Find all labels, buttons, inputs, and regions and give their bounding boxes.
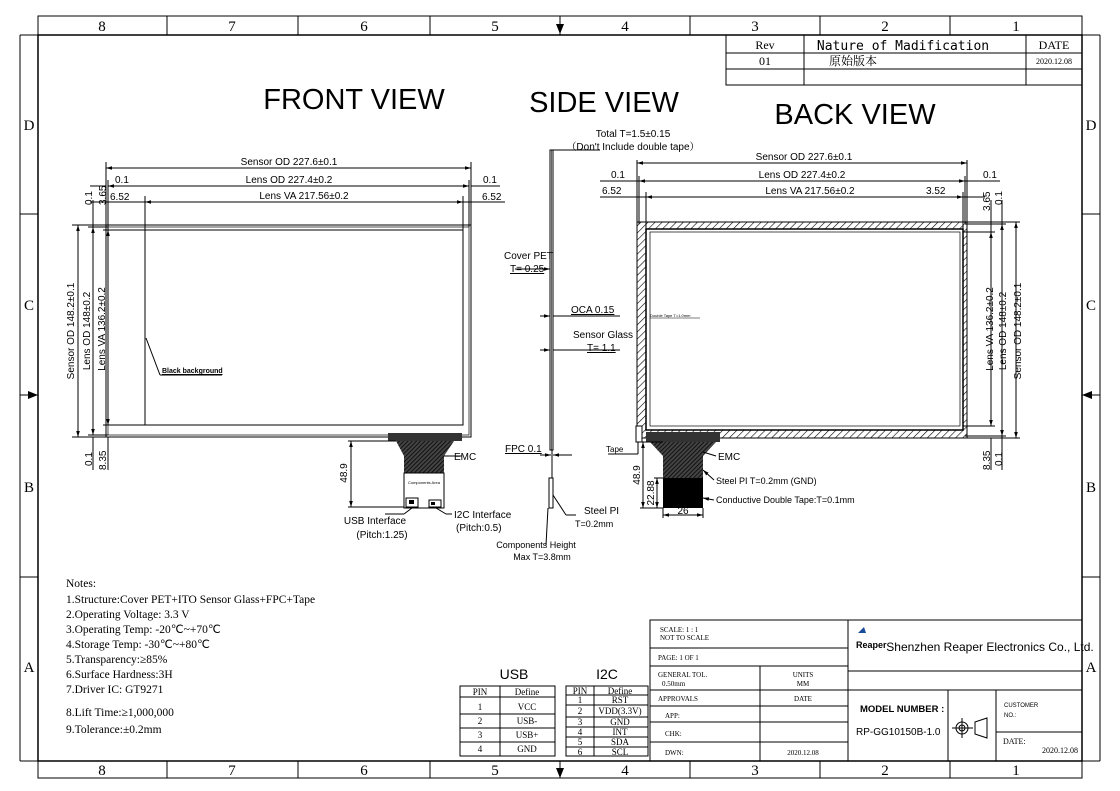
nature-header: Nature of Madification [816, 39, 990, 54]
units-label: UNITS [792, 671, 814, 679]
row-label: D [1085, 118, 1097, 134]
back-dim-01-bot: 0.1 [994, 452, 1005, 466]
usb-pitch-label: (Pitch:1.25) [356, 530, 408, 541]
back-dim-01-right: 0.1 [983, 170, 997, 181]
usb-pin-table [460, 666, 555, 756]
rev-header: Rev [755, 38, 775, 52]
usb-define: USB- [516, 716, 538, 726]
sensor-glass-label: Sensor Glass [573, 330, 634, 341]
back-dim-01-left: 0.1 [611, 170, 625, 181]
usb-define: GND [517, 744, 537, 754]
usb-define: VCC [517, 702, 537, 712]
dim-652-left: 6.52 [110, 192, 130, 203]
customer-no-label: NO.: [1004, 713, 1017, 719]
dim-01-top: 0.1 [84, 191, 95, 205]
usb-header-pin: PIN [472, 687, 488, 697]
dim-lens-va-v: Lens VA 136.2±0.2 [97, 287, 108, 371]
nature-value: 原始版本 [829, 54, 878, 68]
col-label: 3 [751, 763, 759, 779]
note-item: 9.Tolerance:±0.2mm [66, 724, 162, 736]
back-dim-352: 3.52 [926, 186, 946, 197]
usb-interface-label: USB Interface [343, 516, 407, 527]
i2c-pin: 4 [577, 727, 583, 737]
page-label: PAGE: 1 OF 1 [658, 654, 699, 662]
notes-title: Notes: [66, 578, 97, 590]
total-thickness: Total T=1.5±0.15 [595, 129, 671, 140]
i2c-define: SDA [610, 737, 630, 747]
back-dim-sensor-od: Sensor OD 227.6±0.1 [755, 152, 853, 163]
scale-label: SCALE: 1 : 1 [660, 626, 699, 634]
i2c-header-pin: PIN [572, 686, 588, 696]
note-item: 8.Lift Time:≥1,000,000 [66, 707, 174, 719]
i2c-define: SCL [611, 747, 629, 757]
dim-01-left: 0.1 [115, 175, 129, 186]
model-number-label: MODEL NUMBER : [860, 704, 945, 715]
dwn-label: DWN: [665, 749, 684, 757]
chk-label: CHK: [665, 730, 682, 738]
dim-652-right: 6.52 [482, 192, 502, 203]
row-label: C [1085, 298, 1097, 314]
general-tol-value: 0.50mm [662, 680, 686, 688]
col-label: 1 [1012, 19, 1020, 35]
customer-label: CUSTOMER [1004, 703, 1039, 709]
dim-sensor-od: Sensor OD 227.6±0.1 [240, 157, 338, 168]
i2c-title: I2C [596, 666, 618, 682]
i2c-pitch-label: (Pitch:0.5) [456, 523, 502, 534]
i2c-define: VDD(3.3V) [598, 706, 642, 716]
total-thickness-note: （Don't Include double tape） [566, 142, 700, 153]
i2c-define: INT [612, 727, 628, 737]
col-label: 2 [881, 19, 889, 35]
col-label: 6 [360, 763, 368, 779]
company-name: Shenzhen Reaper Electronics Co., Ltd. [886, 640, 1094, 654]
col-label: 8 [98, 19, 106, 35]
col-label: 6 [360, 19, 368, 35]
note-item: 6.Surface Hardness:3H [66, 669, 173, 681]
i2c-pin: 2 [577, 706, 583, 716]
conductive-tape-label: Conductive Double Tape:T=0.1mm [716, 495, 855, 505]
front-emc-label: EMC [454, 452, 477, 463]
date-col-label: DATE [794, 695, 812, 703]
general-tol-label: GENERAL TOL. [658, 671, 708, 679]
cover-pet-t: T= 0.25 [510, 264, 545, 275]
app-label: APP: [665, 712, 680, 720]
front-view-title: FRONT VIEW [263, 84, 445, 116]
dim-lens-od-v: Lens OD 148±0.2 [82, 291, 93, 371]
i2c-define: GND [610, 717, 630, 727]
back-dim-01-top: 0.1 [994, 191, 1005, 205]
note-item: 7.Driver IC: GT9271 [66, 684, 164, 696]
cover-pet-label: Cover PET [504, 251, 553, 262]
back-dim-sensor-od-v: Sensor OD 148.2±0.1 [1013, 282, 1024, 380]
col-label: 5 [491, 19, 499, 35]
fpc-length-back: 48.9 [632, 465, 643, 485]
front-view [66, 157, 512, 541]
dim-835: 8.35 [98, 450, 109, 470]
back-view [600, 152, 1024, 518]
model-number-value: RP-GG10150B-1.0 [856, 727, 941, 738]
i2c-define: RST [611, 695, 629, 705]
back-dim-lens-od: Lens OD 227.4±0.2 [758, 170, 846, 181]
dim-01-right: 0.1 [483, 175, 497, 186]
row-label: C [23, 298, 35, 314]
title-block [650, 620, 1094, 761]
back-dim-lens-va: Lens VA 217.56±0.2 [765, 186, 855, 197]
date-header: DATE [1038, 38, 1070, 52]
row-label: A [1085, 660, 1097, 676]
i2c-pin: 3 [577, 717, 583, 727]
back-dim-835: 8.35 [982, 450, 993, 470]
back-dim-652: 6.52 [602, 186, 622, 197]
usb-pin: 3 [477, 730, 483, 740]
dim-2288: 22.88 [646, 480, 657, 506]
steel-pi-t: T=0.2mm [575, 519, 614, 529]
i2c-header-define: Define [607, 686, 633, 696]
revision-table [726, 35, 1082, 85]
black-background-label: Black background [162, 368, 223, 375]
i2c-pin-table [566, 666, 648, 757]
side-view-title: SIDE VIEW [529, 87, 679, 119]
note-item: 1.Structure:Cover PET+ITO Sensor Glass+FPC+Tape [66, 594, 316, 606]
dwn-date: 2020.12.08 [787, 749, 819, 757]
oca-label: OCA 0.15 [571, 305, 615, 316]
i2c-pin: 6 [577, 747, 583, 757]
back-fpc [606, 426, 855, 518]
date-label: DATE: [1003, 737, 1026, 746]
col-label: 7 [228, 763, 236, 779]
col-label: 5 [491, 763, 499, 779]
approvals-label: APPROVALS [658, 695, 698, 703]
col-label: 4 [621, 19, 629, 35]
usb-pin: 2 [477, 716, 483, 726]
notes [66, 578, 315, 736]
col-label: 7 [228, 19, 236, 35]
dim-sensor-od-v: Sensor OD 148.2±0.1 [66, 282, 77, 380]
row-label: D [23, 118, 35, 134]
dim-lens-va: Lens VA 217.56±0.2 [259, 191, 349, 202]
i2c-pin: 5 [577, 737, 583, 747]
back-emc-label: EMC [718, 452, 741, 463]
components-height-max: Max T=3.8mm [513, 552, 571, 562]
row-label: B [1085, 480, 1097, 496]
date-value: 2020.12.08 [1036, 57, 1072, 66]
date-value: 2020.12.08 [1042, 746, 1078, 755]
dim-01-bot: 0.1 [84, 452, 95, 466]
note-item: 5.Transparency:≥85% [66, 654, 168, 666]
front-fpc [339, 433, 512, 541]
back-dim-365: 3.65 [982, 191, 993, 211]
reaper-logo [856, 627, 887, 650]
fpc-label: FPC 0.1 [505, 444, 542, 455]
projection-symbol-icon [952, 718, 987, 738]
units-value: MM [796, 680, 810, 688]
components-area-label: Components Area [407, 480, 441, 485]
logo-text: Reaper [856, 640, 887, 650]
not-to-scale-label: NOT TO SCALE [660, 634, 710, 642]
i2c-pin: 1 [577, 695, 583, 705]
rev-value: 01 [759, 54, 771, 68]
steel-pi-label: Steel PI [584, 506, 620, 517]
components-height: Components Height [496, 540, 576, 550]
col-label: 3 [751, 19, 759, 35]
back-dim-lens-va-v: Lens VA 136.2±0.2 [985, 287, 996, 371]
col-label: 4 [621, 763, 629, 779]
back-view-title: BACK VIEW [774, 99, 936, 131]
fpc-length-front: 48.9 [339, 463, 350, 483]
usb-define: USB+ [515, 730, 539, 740]
dim-lens-od: Lens OD 227.4±0.2 [245, 175, 333, 186]
back-dim-lens-od-v: Lens OD 148±0.2 [998, 291, 1009, 371]
usb-pin: 1 [477, 702, 483, 712]
row-label: B [23, 480, 35, 496]
usb-title: USB [499, 666, 529, 682]
col-label: 2 [881, 763, 889, 779]
dim-26: 26 [677, 506, 689, 517]
sensor-glass-t: T= 1.1 [587, 343, 616, 354]
note-item: 3.Operating Temp: -20℃~+70℃ [66, 624, 221, 636]
row-label: A [23, 660, 35, 676]
double-tape-label: Double Tape T=1.0mm [650, 313, 691, 318]
tape-label: Tape [606, 445, 624, 454]
note-item: 4.Storage Temp: -30℃~+80℃ [66, 639, 210, 651]
i2c-interface-label: I2C Interface [454, 510, 512, 521]
note-item: 2.Operating Voltage: 3.3 V [66, 609, 190, 621]
dim-365: 3.65 [98, 185, 109, 205]
usb-header-define: Define [514, 687, 540, 697]
steel-pi-gnd-label: Steel PI T=0.2mm (GND) [716, 476, 817, 486]
usb-pin: 4 [477, 744, 483, 754]
col-label: 1 [1012, 763, 1020, 779]
col-label: 8 [98, 763, 106, 779]
